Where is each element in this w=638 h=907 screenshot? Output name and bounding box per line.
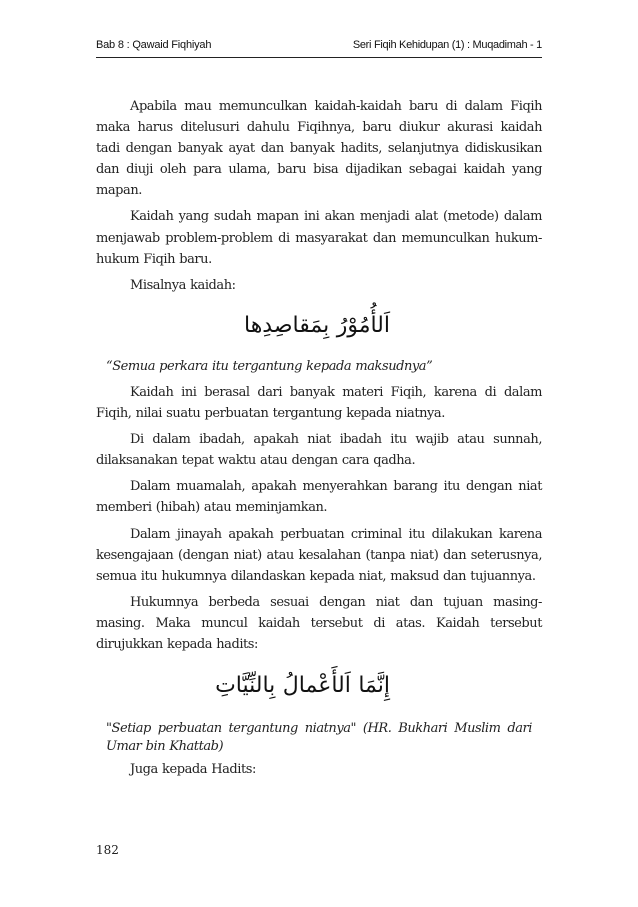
paragraph: Juga kepada Hadits: bbox=[130, 762, 256, 778]
paragraph: Di dalam ibadah, apakah niat ibadah itu wajib atau sunnah, dilaksanakan tepat waktu atau dengan cara qadha. bbox=[96, 432, 542, 469]
maxim-translation: “Semua perkara itu tergantung kepada maksudnya” bbox=[106, 358, 433, 374]
hadith-translation: "Setiap perbuatan tergantung niatnya" (HR. Bukhari Muslim dari Umar bin Khattab) bbox=[106, 721, 532, 755]
header-rule bbox=[96, 57, 542, 58]
paragraph: Apabila mau memunculkan kaidah-kaidah baru di dalam Fiqih maka harus ditelusuri dahulu Fiqihnya, baru diukur akurasi kaidah tadi dengan banyak ayat dan banyak hadits, selanjutnya didiskusikan dan diuji oleh para ulama, baru bisa dijadikan sebagai kaidah yang mapan. bbox=[96, 99, 542, 199]
arabic-maxim: اَلأُمُوْرُ بِمَقاصِدِها bbox=[244, 312, 390, 338]
paragraph: Hukumnya berbeda sesuai dengan niat dan tujuan masing-masing. Maka muncul kaidah tersebut di atas. Kaidah tersebut dirujukkan kepada hadits: bbox=[96, 594, 542, 652]
arabic-hadith: إِنَّمَا اَلأَعْمالُ بِالنِّيَّاتِ bbox=[215, 673, 390, 699]
chapter-title: Bab 8 : Qawaid Fiqhiyah bbox=[96, 39, 212, 51]
page-number: 182 bbox=[96, 843, 119, 857]
paragraph: Dalam jinayah apakah perbuatan criminal itu dilakukan karena kesengajaan (dengan niat) atau kesalahan (tanpa niat) dan seterusnya, semua itu hukumnya dilandaskan kepada niat, maksud dan tujuannya. bbox=[96, 526, 542, 584]
body-text bbox=[96, 96, 542, 785]
paragraph: Dalam muamalah, apakah menyerahkan barang itu dengan niat memberi (hibah) atau meminjamkan. bbox=[96, 479, 542, 516]
paragraph: Kaidah ini berasal dari banyak materi Fiqih, karena di dalam Fiqih, nilai suatu perbuatan tergantung kepada niatnya. bbox=[96, 384, 542, 422]
paragraph: Kaidah yang sudah mapan ini akan menjadi alat (metode) dalam menjawab problem-problem di masyarakat dan memunculkan hukum-hukum Fiqih baru. bbox=[96, 209, 542, 267]
series-title: Seri Fiqih Kehidupan (1) : Muqadimah - 1 bbox=[352, 39, 542, 51]
paragraph: Misalnya kaidah: bbox=[130, 277, 236, 293]
running-header bbox=[96, 39, 542, 55]
